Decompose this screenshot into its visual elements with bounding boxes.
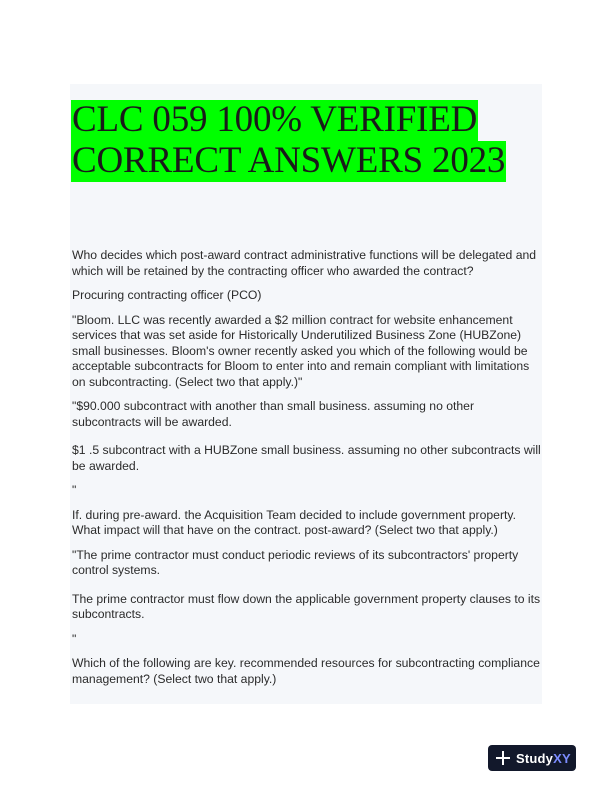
quote-mark: " [72, 483, 77, 497]
quote-mark: " [72, 631, 77, 646]
answer-3-option-1: "The prime contractor must conduct periodic reviews of its subcontractors' property control systems. [72, 547, 519, 577]
answer-2-option-2: $1 .5 subcontract with a HUBZone small business. assuming no other subcontracts will be awarded. [72, 443, 541, 473]
question-1: Who decides which post-award contract administrative functions will be delegated and which will be retained by the contracting officer who awarded the contract? [72, 248, 537, 278]
answer-3-option-2: The prime contractor must flow down the applicable government property clauses to its subcontracts. [72, 591, 541, 621]
answer-1: Procuring contracting officer (PCO) [72, 288, 262, 302]
question-2: "Bloom. LLC was recently awarded a $2 million contract for website enhancement services that was set aside for Historically Underutilized Business Zone (HUBZone) small businesses. Bloom's owner recently asked you which of the following would be acceptable subcontracts for Bloom to enter into and remain compliant with limitations on subcontracting. (Select two that apply.)" [72, 312, 530, 389]
badge-label: StudyXY [516, 750, 571, 766]
answer-2-option-1: "$90.000 subcontract with another than small business. assuming no other subcontracts will be awarded. [72, 399, 475, 429]
studyxy-badge[interactable] [488, 745, 576, 771]
title-line-1: CLC 059 100% VERIFIED [72, 99, 478, 140]
document-title [71, 100, 506, 182]
question-3: If. during pre-award. the Acquisition Team decided to include government property. What impact will that have on the contract. post-award? (Select two that apply.) [72, 507, 516, 537]
document-body [72, 248, 544, 696]
title-line-2: CORRECT ANSWERS 2023 [72, 140, 506, 181]
question-4: Which of the following are key. recommended resources for subcontracting compliance management? (Select two that apply.) [72, 656, 540, 686]
plus-sparkle-icon [496, 751, 510, 765]
